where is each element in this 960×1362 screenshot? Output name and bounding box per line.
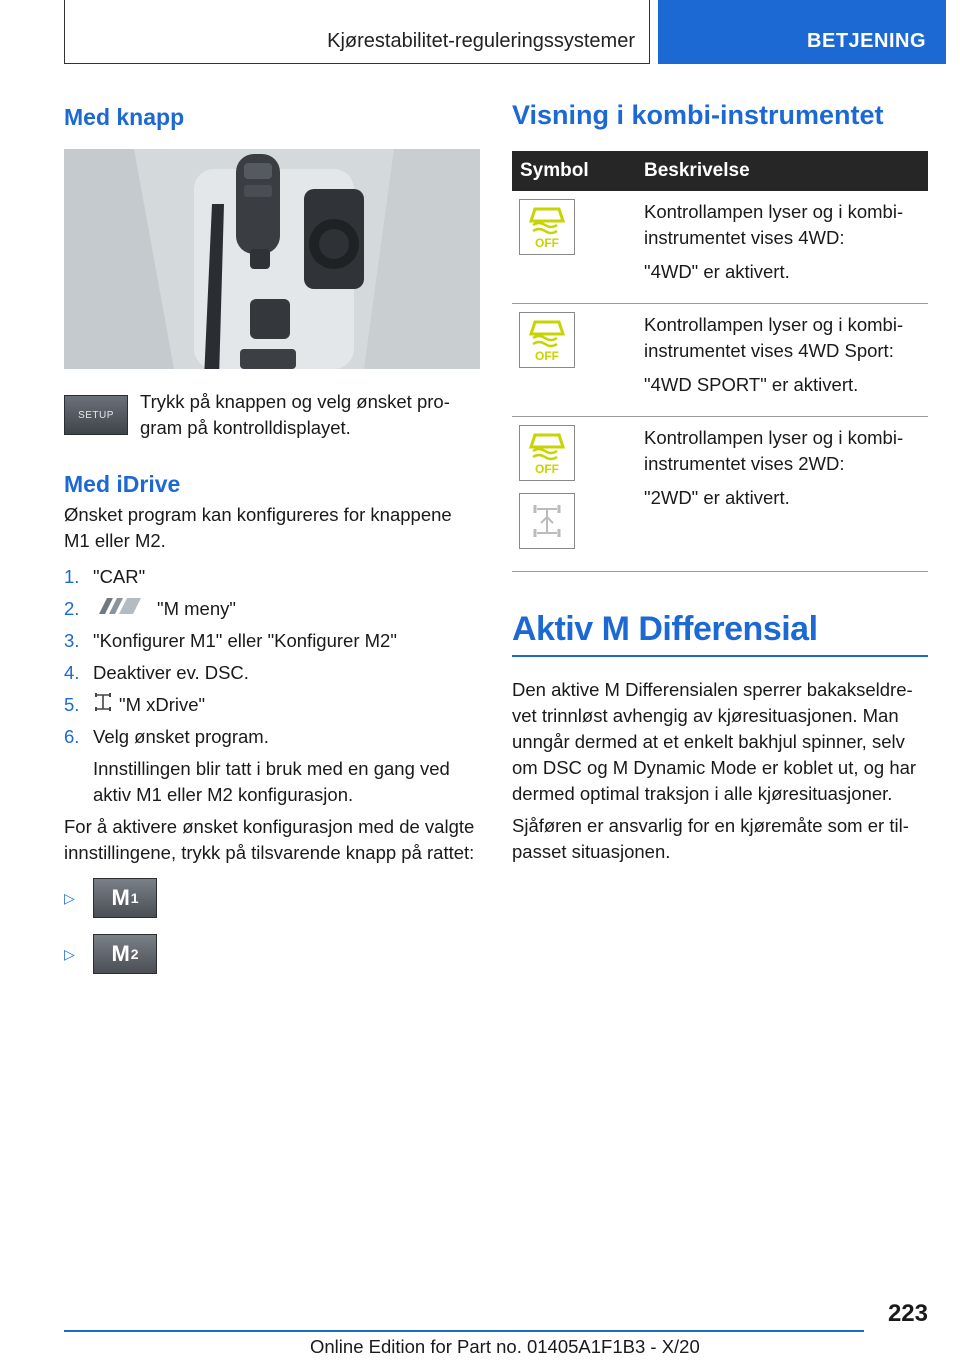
step-subtext: Innstillingen blir tatt i bruk med en gang ved aktiv M1 eller M2 konfigurasjon. <box>93 758 450 805</box>
dsc-off-icon <box>519 312 575 368</box>
step-number: 6. <box>64 726 80 747</box>
table-header-row <box>512 151 928 191</box>
m2-button-row <box>64 934 480 974</box>
step-number: 3. <box>64 630 80 651</box>
footer-edition: Online Edition for Part no. 01405A1F1B3 - X/20 <box>310 1336 700 1357</box>
m1-label: M <box>111 885 130 910</box>
dsc-off-icon <box>519 199 575 255</box>
m-button-instruction: For å aktivere ønsket konfigurasjon med de valgte innstillingene, trykk på tilsvarende knapp på rattet: <box>64 816 475 863</box>
step-number: 5. <box>64 694 80 715</box>
symbol-cell <box>512 417 636 572</box>
heading-aktiv-m-differensial: Aktiv M Differensial <box>512 610 818 648</box>
header-section-title: Kjørestabilitet-reguleringssystemer <box>327 30 635 52</box>
setup-button[interactable] <box>64 395 128 435</box>
step-number: 2. <box>64 598 80 619</box>
description-status: "4WD" er aktivert. <box>644 261 790 282</box>
header-chapter-tab[interactable] <box>658 0 946 64</box>
description-cell <box>636 191 928 304</box>
svg-text:OFF: OFF <box>535 349 559 362</box>
heading-med-knapp: Med knapp <box>64 104 185 130</box>
column-header-symbol: Symbol <box>512 151 636 191</box>
list-item <box>64 724 480 808</box>
step-text: "M xDrive" <box>119 694 206 715</box>
idrive-intro: Ønsket program kan konfigureres for knappene M1 eller M2. <box>64 504 452 551</box>
description-line: Kontrollampen lyser og i kombiinstrumentet vises 4WD Sport: <box>644 314 904 361</box>
footer-divider <box>64 1330 864 1332</box>
m2-button[interactable] <box>93 934 157 974</box>
step-text: "Konfigurer M1" eller "Konfigurer M2" <box>93 630 397 651</box>
column-header-description: Beskrivelse <box>636 151 928 191</box>
svg-text:OFF: OFF <box>535 236 559 249</box>
steps-list <box>64 564 480 808</box>
drivetrain-icon <box>519 493 575 549</box>
list-item <box>64 692 480 718</box>
setup-instruction-text: Trykk på knappen og velg ønsket program på kontrolldisplayet. <box>140 391 450 438</box>
driver-responsibility-paragraph: Sjåføren er ansvarlig for en kjøremåte som er tilpasset situasjonen. <box>512 815 909 862</box>
table-row <box>512 417 928 572</box>
setup-button-label: SETUP <box>78 409 114 421</box>
header-section-box <box>64 0 650 64</box>
step-text: Velg ønsket program. <box>93 726 269 747</box>
m2-sup: 2 <box>130 946 139 962</box>
m1-button-row <box>64 878 480 918</box>
center-console-photo <box>64 149 480 369</box>
m-menu-icon <box>93 596 153 616</box>
symbol-cell <box>512 191 636 304</box>
description-line: Kontrollampen lyser og i kombiinstrumentet vises 4WD: <box>644 201 904 248</box>
list-item <box>64 660 480 686</box>
differential-paragraph: Den aktive M Differensialen sperrer bakakseldrevet trinnløst avhengig av kjøresituasjonen. Man unngår dermed at et enkelt bakhjul spinner, selv om DSC og M Dynamic Mode er koblet ut, og har dermed optimal traksjon i alle kjøresituasjoner. <box>512 679 917 804</box>
step-number: 4. <box>64 662 80 683</box>
m1-button[interactable] <box>93 878 157 918</box>
table-row <box>512 191 928 304</box>
heading-underline <box>512 655 928 657</box>
right-column <box>512 100 928 865</box>
list-item <box>64 628 480 654</box>
step-text: "CAR" <box>93 566 146 587</box>
xdrive-icon <box>93 692 115 712</box>
header-chapter-title: BETJENING <box>807 30 926 52</box>
heading-med-idrive: Med iDrive <box>64 471 181 497</box>
dsc-off-icon <box>519 425 575 481</box>
description-cell <box>636 304 928 417</box>
svg-text:OFF: OFF <box>535 462 559 475</box>
heading-visning: Visning i kombi-instrumentet <box>512 100 884 130</box>
list-item <box>64 564 480 590</box>
page-number: 223 <box>887 1300 928 1327</box>
step-text: Deaktiver ev. DSC. <box>93 662 249 683</box>
step-number: 1. <box>64 566 80 587</box>
description-status: "2WD" er aktivert. <box>644 487 790 508</box>
center-console-illustration <box>64 149 480 369</box>
step-text: "M meny" <box>157 598 236 619</box>
symbol-table <box>512 151 928 572</box>
description-cell <box>636 417 928 572</box>
setup-instruction <box>64 389 480 441</box>
bullet-triangle-icon: ▷ <box>64 945 75 962</box>
description-status: "4WD SPORT" er aktivert. <box>644 374 859 395</box>
description-line: Kontrollampen lyser og i kombiinstrumentet vises 2WD: <box>644 427 904 474</box>
left-column <box>64 100 480 974</box>
m1-sup: 1 <box>130 890 139 906</box>
m2-label: M <box>111 941 130 966</box>
symbol-cell <box>512 304 636 417</box>
list-item <box>64 596 480 622</box>
table-row <box>512 304 928 417</box>
bullet-triangle-icon: ▷ <box>64 889 75 906</box>
